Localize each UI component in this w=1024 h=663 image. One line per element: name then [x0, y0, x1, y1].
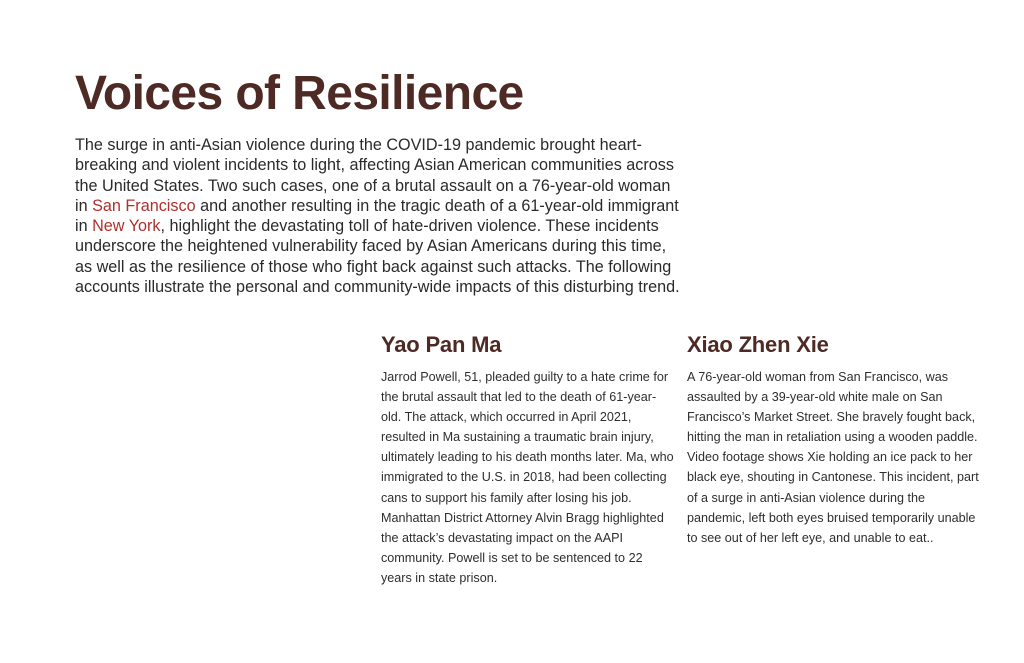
intro-text-2: and another resulting in the tragic death of a 61-year-old immigrant in	[75, 196, 679, 236]
story-body: A 76-year-old woman from San Francisco, was assaulted by a 39-year-old white male on San Francisco’s Market Street. She bravely fought back, hitting the man in retaliation using a wooden paddle. Video footage shows Xie holding an ice pack to her black eye, shouting in Cantonese. This incident, part of a surge in anti-Asian violence during the pandemic, left both eyes bruised temporarily unable to see out of her left eye, and unable to eat..	[687, 370, 979, 545]
story-heading: Yao Pan Ma	[381, 332, 502, 357]
story-body: Jarrod Powell, 51, pleaded guilty to a hate crime for the brutal assault that led to the death of 61-year-old. The attack, which occurred in April 2021, resulted in Ma sustaining a traumatic brain injury, ultimately leading to his death months later. Ma, who immigrated to the U.S. in 2018, had been collecting cans to support his family after losing his job. Manhattan District Attorney Alvin Bragg highlighted the attack’s devastating impact on the AAPI community. Powell is set to be sentenced to 22 years in state prison.	[381, 370, 674, 585]
intro-text-3: , highlight the devastating toll of hate-driven violence. These incidents underscore the heightened vulnerability faced by Asian Americans during this time, as well as the resilience of those who fight back against such attacks. The following accounts illustrate the personal and community-wide impacts of this disturbing trend.	[75, 217, 680, 297]
page-title: Voices of Resilience	[75, 67, 524, 120]
place-san-francisco: San Francisco	[92, 196, 196, 215]
intro-text-1: The surge in anti-Asian violence during the COVID-19 pandemic brought heart-breaking and violent incidents to light, affecting Asian American communities across the United States. Two such cases, one of a brutal assault on a 76-year-old woman in	[75, 136, 674, 215]
place-new-york: New York	[92, 217, 161, 236]
intro-paragraph	[75, 135, 680, 297]
story-heading: Xiao Zhen Xie	[687, 332, 829, 357]
story-xiao-zhen-xie	[687, 332, 982, 548]
story-yao-pan-ma	[381, 332, 676, 588]
